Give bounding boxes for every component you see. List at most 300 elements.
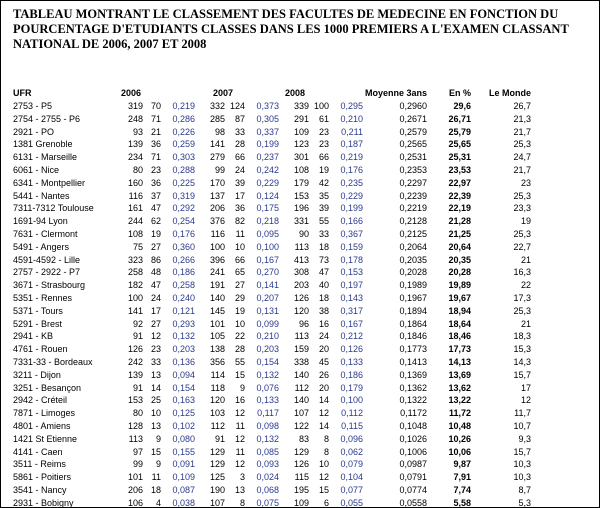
cell-b3: 0,068 [256, 484, 279, 495]
cell-c1: 115 [294, 472, 309, 483]
cell-lm: 17,3 [513, 292, 531, 303]
cell-b2: 19 [234, 305, 245, 316]
cell-a1: 139 [127, 369, 143, 380]
table-row [13, 458, 531, 471]
table-row [13, 292, 531, 305]
cell-b3: 0,203 [256, 344, 279, 355]
cell-c1: 109 [293, 497, 309, 508]
cell-pct: 10,06 [448, 446, 471, 457]
cell-a1: 126 [127, 344, 143, 355]
cell-pct: 19,67 [448, 292, 471, 303]
cell-a3: 0,186 [172, 267, 195, 278]
cell-c2: 18 [318, 241, 329, 252]
cell-b1: 396 [209, 254, 225, 265]
cell-c1: 159 [293, 344, 309, 355]
cell-c3: 0,212 [340, 331, 363, 342]
cell-a3: 0,132 [172, 331, 195, 342]
cell-moy: 0,2239 [399, 190, 427, 201]
cell-b2: 28 [234, 139, 245, 150]
cell-a1: 248 [127, 113, 143, 124]
cell-pct: 20,28 [448, 267, 471, 278]
cell-c2: 8 [323, 446, 329, 457]
cell-ufr: 5371 - Tours [13, 305, 63, 316]
cell-b2: 124 [229, 101, 245, 111]
cell-ufr: 6061 - Nice [13, 164, 60, 175]
cell-b2: 11 [235, 228, 245, 239]
cell-ufr: 4801 - Amiens [13, 420, 71, 431]
cell-c3: 0,062 [340, 446, 363, 457]
cell-c1: 83 [298, 433, 309, 444]
header-2007: 2007 [213, 88, 234, 98]
cell-lm: 5,3 [518, 497, 531, 508]
cell-moy: 0,2565 [399, 139, 427, 150]
cell-c1: 108 [293, 164, 309, 175]
cell-a2: 12 [150, 331, 161, 342]
cell-b3: 0,229 [256, 177, 279, 188]
cell-b2: 39 [234, 177, 245, 188]
cell-c3: 0,159 [340, 241, 363, 252]
cell-b2: 66 [234, 152, 245, 163]
cell-b2: 10 [234, 241, 245, 252]
cell-c1: 331 [293, 216, 309, 227]
cell-moy: 0,2219 [399, 203, 427, 214]
table-row [13, 241, 531, 254]
cell-a3: 0,121 [172, 305, 195, 316]
cell-c1: 308 [293, 267, 309, 278]
cell-a1: 101 [127, 472, 143, 483]
cell-c1: 96 [298, 318, 309, 329]
cell-b2: 11 [235, 420, 245, 431]
cell-lm: 24,7 [513, 152, 531, 163]
cell-moy: 0,2035 [399, 254, 427, 265]
cell-c3: 0,229 [340, 190, 363, 201]
cell-c1: 413 [293, 254, 309, 265]
cell-a2: 71 [150, 152, 161, 163]
cell-lm: 9,3 [518, 433, 531, 444]
cell-ufr: 1691-94 Lyon [13, 216, 68, 227]
cell-ufr: 6341 - Montpellier [13, 177, 86, 188]
table-row [13, 446, 531, 459]
cell-a2: 37 [150, 190, 161, 201]
cell-a1: 153 [127, 395, 143, 406]
cell-moy: 0,0791 [399, 472, 427, 483]
cell-a3: 0,136 [172, 356, 195, 367]
cell-c1: 112 [294, 382, 309, 393]
cell-lm: 23,3 [513, 203, 531, 214]
cell-c2: 33 [318, 228, 329, 239]
cell-pct: 21,28 [448, 216, 471, 227]
cell-c2: 55 [318, 216, 329, 227]
cell-c2: 14 [318, 395, 329, 406]
cell-b3: 0,305 [256, 113, 279, 124]
cell-ufr: 3541 - Nancy [13, 484, 67, 495]
cell-pct: 29,6 [453, 101, 471, 111]
cell-a1: 91 [132, 331, 143, 342]
cell-a3: 0,125 [172, 408, 195, 419]
cell-c1: 140 [293, 369, 309, 380]
cell-ufr: 2931 - Bobigny [13, 497, 74, 508]
cell-lm: 25,3 [513, 139, 531, 150]
cell-b2: 10 [234, 318, 245, 329]
cell-a1: 182 [127, 280, 143, 291]
cell-b1: 105 [209, 331, 225, 342]
cell-a3: 0,203 [172, 344, 195, 355]
cell-moy: 0,1172 [400, 408, 427, 419]
cell-c1: 113 [294, 331, 309, 342]
cell-pct: 17,73 [448, 344, 471, 355]
cell-a2: 9 [155, 459, 161, 470]
cell-a1: 91 [132, 382, 143, 393]
cell-a1: 160 [127, 177, 143, 188]
cell-b3: 0,141 [256, 280, 279, 291]
cell-c3: 0,055 [340, 497, 363, 508]
cell-b1: 112 [210, 420, 225, 431]
cell-ufr: 2754 - 2755 - P6 [13, 113, 81, 124]
cell-b3: 0,024 [256, 472, 279, 483]
table-row [13, 394, 531, 407]
table-row [13, 382, 531, 395]
cell-b3: 0,210 [256, 331, 279, 342]
cell-pct: 7,91 [453, 472, 471, 483]
cell-a3: 0,259 [172, 139, 195, 150]
cell-b1: 125 [209, 472, 225, 483]
cell-a2: 47 [150, 280, 161, 291]
table-header-row [13, 87, 531, 100]
cell-pct: 10,48 [448, 420, 471, 431]
cell-b3: 0,154 [256, 356, 279, 367]
cell-pct: 22,39 [448, 190, 471, 201]
cell-c3: 0,096 [340, 433, 363, 444]
cell-b2: 11 [235, 446, 245, 457]
cell-c1: 203 [293, 280, 309, 291]
table-row [13, 190, 531, 203]
cell-pct: 14,13 [448, 356, 471, 367]
cell-c1: 338 [293, 356, 309, 367]
cell-b2: 3 [239, 472, 245, 483]
cell-pct: 25,31 [448, 152, 471, 163]
cell-a3: 0,266 [172, 254, 195, 265]
cell-pct: 23,53 [448, 164, 471, 175]
cell-a1: 234 [127, 152, 143, 163]
cell-b2: 24 [234, 164, 245, 175]
cell-lm: 11,7 [514, 408, 531, 419]
cell-ufr: 5291 - Brest [13, 318, 63, 329]
cell-ufr: 3211 - Dijon [13, 369, 61, 380]
cell-lm: 8,7 [518, 484, 531, 495]
table-row [13, 305, 531, 318]
cell-ufr: 2921 - PO [13, 126, 55, 137]
cell-c2: 18 [318, 292, 329, 303]
cell-a2: 27 [150, 241, 161, 252]
cell-a1: 97 [132, 446, 143, 457]
cell-ufr: 4141 - Caen [13, 446, 63, 457]
cell-b2: 33 [234, 126, 245, 137]
table-row [13, 138, 531, 151]
header-moyenne: Moyenne 3ans [364, 88, 427, 98]
cell-c2: 66 [318, 152, 329, 163]
cell-b2: 55 [234, 356, 245, 367]
cell-a1: 242 [127, 356, 143, 367]
cell-c3: 0,133 [340, 356, 363, 367]
header-le-monde: Le Monde [489, 88, 531, 98]
cell-a2: 70 [150, 101, 161, 111]
table-row [13, 369, 531, 382]
cell-a1: 161 [127, 203, 143, 214]
cell-moy: 0,2671 [399, 113, 427, 124]
cell-a2: 10 [150, 408, 161, 419]
cell-moy: 0,1362 [399, 382, 427, 393]
table-row [13, 407, 531, 420]
cell-a2: 71 [150, 113, 161, 124]
table-row [13, 356, 531, 369]
cell-moy: 0,2297 [399, 177, 427, 188]
cell-b1: 129 [209, 446, 225, 457]
cell-c3: 0,176 [340, 164, 363, 175]
cell-a3: 0,303 [172, 152, 195, 163]
cell-c1: 339 [293, 101, 309, 111]
cell-b3: 0,100 [256, 241, 279, 252]
cell-lm: 21 [520, 254, 531, 265]
cell-ufr: 2942 - Créteil [13, 395, 68, 406]
cell-b1: 279 [209, 152, 225, 163]
cell-c1: 195 [293, 484, 309, 495]
table-row [13, 228, 531, 241]
cell-pct: 21,25 [448, 228, 471, 239]
cell-a1: 80 [132, 408, 143, 419]
cell-c2: 42 [318, 177, 329, 188]
header-2008: 2008 [285, 88, 306, 98]
header-2006: 2006 [121, 88, 142, 98]
cell-c3: 0,166 [340, 216, 363, 227]
cell-c1: 179 [293, 177, 309, 188]
cell-c2: 24 [318, 331, 329, 342]
table-row [13, 497, 531, 508]
cell-a1: 106 [127, 497, 143, 508]
cell-b2: 17 [234, 190, 245, 201]
cell-lm: 16,3 [513, 267, 531, 278]
cell-c3: 0,219 [340, 152, 363, 163]
cell-moy: 0,2531 [399, 152, 427, 163]
cell-pct: 20,35 [448, 254, 471, 265]
cell-pct: 7,74 [453, 484, 471, 495]
cell-a2: 18 [150, 484, 161, 495]
cell-a3: 0,038 [172, 497, 195, 508]
cell-moy: 0,1322 [399, 395, 427, 406]
cell-a1: 108 [127, 228, 143, 239]
cell-b2: 27 [234, 280, 245, 291]
cell-ufr: 7631 - Clermont [13, 228, 78, 239]
cell-lm: 19 [520, 216, 531, 227]
cell-c3: 0,235 [340, 177, 363, 188]
cell-b2: 36 [234, 203, 245, 214]
cell-a1: 141 [127, 305, 143, 316]
cell-a1: 99 [132, 459, 143, 470]
cell-a3: 0,176 [172, 228, 195, 239]
cell-a2: 11 [151, 472, 161, 483]
cell-a2: 4 [155, 497, 161, 508]
cell-ufr: 3511 - Reims [13, 459, 66, 470]
cell-a1: 206 [127, 484, 143, 495]
cell-a2: 48 [150, 267, 161, 278]
cell-a2: 13 [150, 369, 161, 380]
cell-moy: 0,1006 [399, 446, 427, 457]
cell-b3: 0,270 [256, 267, 279, 278]
cell-a3: 0,258 [172, 280, 195, 291]
cell-moy: 0,1048 [399, 420, 427, 431]
cell-b2: 22 [234, 331, 245, 342]
cell-c3: 0,211 [341, 126, 363, 137]
cell-a2: 23 [150, 344, 161, 355]
cell-lm: 14,3 [513, 356, 531, 367]
cell-ufr: 3251 - Besançon [13, 382, 82, 393]
cell-b3: 0,337 [256, 126, 279, 137]
header-en-pct: En % [448, 88, 471, 98]
cell-b3: 0,075 [256, 497, 279, 508]
cell-c1: 107 [293, 408, 309, 419]
ranking-table [13, 87, 531, 508]
cell-c2: 19 [318, 164, 329, 175]
cell-b3: 0,237 [256, 152, 279, 163]
cell-a3: 0,286 [172, 113, 195, 124]
cell-c3: 0,210 [340, 113, 363, 124]
cell-pct: 25,65 [448, 139, 471, 150]
cell-b3: 0,098 [256, 420, 279, 431]
cell-a1: 80 [132, 164, 143, 175]
cell-b1: 145 [209, 305, 225, 316]
cell-lm: 15,3 [513, 344, 531, 355]
table-row [13, 113, 531, 126]
cell-lm: 10,3 [513, 459, 531, 470]
cell-lm: 23 [520, 177, 531, 188]
cell-a3: 0,163 [172, 395, 195, 406]
cell-c3: 0,079 [340, 459, 363, 470]
cell-c2: 73 [318, 254, 329, 265]
cell-c1: 113 [294, 241, 309, 252]
cell-b1: 140 [209, 292, 225, 303]
cell-a2: 13 [150, 420, 161, 431]
cell-c3: 0,317 [340, 305, 363, 316]
cell-moy: 0,2064 [399, 241, 427, 252]
table-row [13, 177, 531, 190]
cell-a3: 0,292 [172, 203, 195, 214]
cell-a3: 0,240 [172, 292, 195, 303]
cell-b2: 16 [234, 395, 245, 406]
cell-ufr: 6131 - Marseille [13, 152, 78, 163]
cell-pct: 13,62 [448, 382, 471, 393]
cell-a2: 17 [150, 305, 161, 316]
cell-c3: 0,199 [340, 203, 363, 214]
cell-a2: 62 [150, 216, 161, 227]
cell-a1: 113 [128, 433, 143, 444]
cell-moy: 0,2353 [399, 164, 427, 175]
cell-a3: 0,080 [172, 433, 195, 444]
cell-a3: 0,102 [172, 420, 195, 431]
cell-b3: 0,076 [256, 382, 279, 393]
cell-c1: 126 [293, 459, 309, 470]
cell-b2: 12 [234, 433, 245, 444]
cell-c2: 61 [318, 113, 329, 124]
cell-c1: 129 [293, 446, 309, 457]
cell-c3: 0,295 [340, 101, 363, 111]
cell-lm: 21,7 [513, 164, 531, 175]
cell-a2: 15 [150, 446, 161, 457]
cell-a3: 0,087 [172, 484, 195, 495]
table-row [13, 254, 531, 267]
cell-moy: 0,2579 [399, 126, 427, 137]
cell-b3: 0,124 [256, 190, 279, 201]
cell-b1: 137 [209, 190, 225, 201]
cell-a1: 139 [127, 139, 143, 150]
cell-a1: 319 [127, 101, 143, 111]
cell-moy: 0,1773 [399, 344, 427, 355]
cell-c1: 90 [298, 228, 309, 239]
cell-c1: 123 [293, 139, 309, 150]
cell-a3: 0,254 [172, 216, 195, 227]
cell-a3: 0,219 [172, 101, 195, 111]
cell-b3: 0,117 [257, 408, 279, 419]
cell-b2: 82 [234, 216, 245, 227]
cell-c1: 291 [293, 113, 309, 124]
cell-b2: 13 [234, 484, 245, 495]
cell-c2: 8 [323, 433, 329, 444]
cell-c3: 0,167 [340, 318, 363, 329]
cell-b1: 376 [209, 216, 225, 227]
cell-a1: 128 [127, 420, 143, 431]
page-title: TABLEAU MONTRANT LE CLASSEMENT DES FACULTES DE MEDECINE EN FONCTION DU POURCENTAGE D'ETUDIANTS CLASSES DANS LES 1000 PREMIERS A L'EXAMEN CLASSANT NATIONAL DE 2006, 2007 ET 2008 [13, 7, 569, 51]
cell-b1: 190 [209, 484, 225, 495]
cell-moy: 0,2125 [399, 228, 427, 239]
table-row [13, 343, 531, 356]
cell-ufr: 4591-4592 - Lille [13, 254, 81, 265]
table-row [13, 471, 531, 484]
cell-a2: 24 [150, 292, 161, 303]
cell-c3: 0,100 [340, 395, 363, 406]
cell-pct: 18,94 [448, 305, 471, 316]
cell-c3: 0,187 [340, 139, 363, 150]
table-row [13, 202, 531, 215]
cell-moy: 0,0558 [399, 497, 427, 508]
cell-b3: 0,218 [256, 216, 279, 227]
cell-b3: 0,131 [256, 305, 279, 316]
cell-lm: 15,7 [513, 369, 531, 380]
cell-a2: 36 [150, 177, 161, 188]
cell-c2: 40 [318, 280, 329, 291]
cell-a3: 0,109 [172, 472, 195, 483]
cell-c2: 23 [318, 126, 329, 137]
cell-pct: 26,71 [448, 113, 471, 124]
cell-ufr: 4761 - Rouen [13, 344, 68, 355]
cell-c1: 120 [293, 305, 309, 316]
cell-a1: 92 [132, 318, 143, 329]
table-row [13, 126, 531, 139]
table-row [13, 151, 531, 164]
cell-c1: 126 [293, 292, 309, 303]
cell-moy: 0,2028 [399, 267, 427, 278]
cell-b1: 98 [214, 126, 225, 137]
cell-b2: 9 [239, 382, 245, 393]
cell-c3: 0,143 [340, 292, 363, 303]
cell-moy: 0,1894 [399, 305, 427, 316]
cell-b2: 28 [234, 344, 245, 355]
cell-b1: 116 [210, 228, 225, 239]
cell-lm: 17 [520, 382, 531, 393]
cell-c2: 6 [323, 497, 329, 508]
cell-b3: 0,175 [256, 203, 279, 214]
cell-lm: 15,7 [513, 446, 531, 457]
cell-b1: 118 [210, 382, 225, 393]
cell-c3: 0,153 [340, 267, 363, 278]
cell-b3: 0,373 [256, 101, 279, 111]
